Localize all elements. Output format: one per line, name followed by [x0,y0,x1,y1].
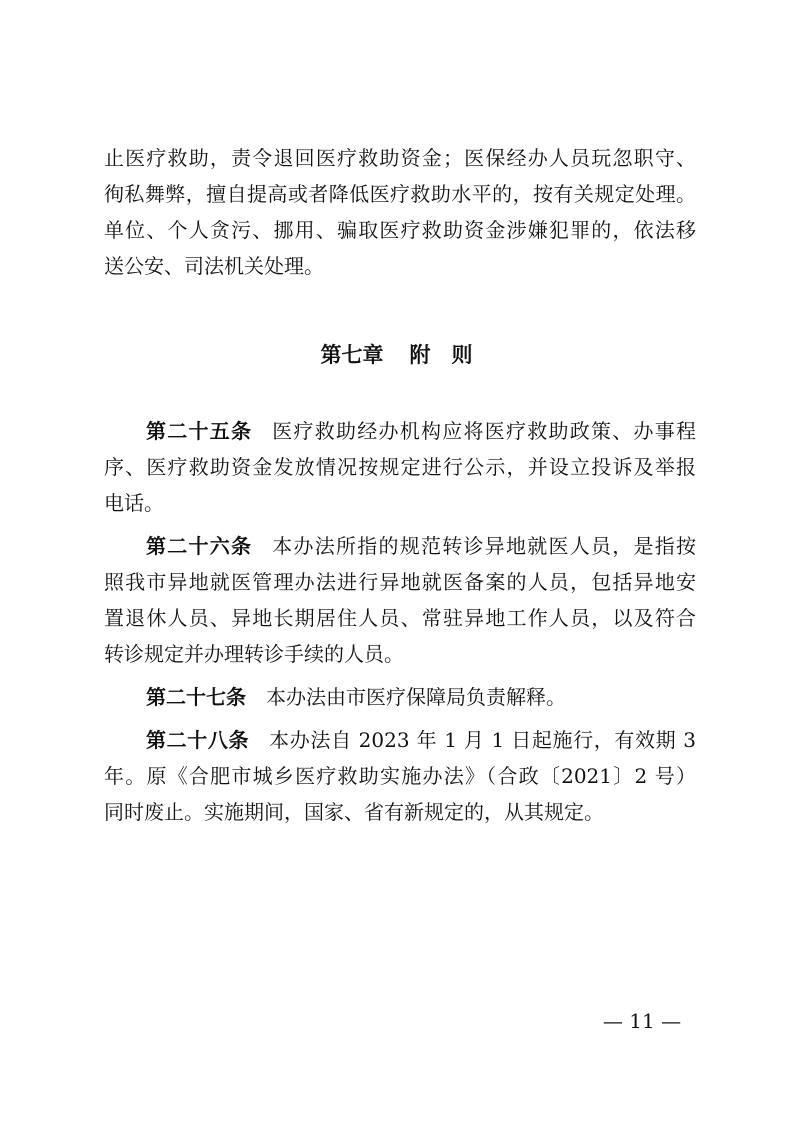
body-text-line: 徇私舞弊，擅自提高或者降低医疗救助水平的，按有关规定处理。 [104,182,696,206]
body-text-line: 置退休人员、异地长期居住人员、常驻异地工作人员，以及符合 [104,606,696,630]
body-text-line: 转诊规定并办理转诊手续的人员。 [104,642,404,666]
article-first-line [146,418,696,444]
article-first-line [146,727,696,753]
body-text-line: 单位、个人贪污、挪用、骗取医疗救助资金涉嫌犯罪的，依法移 [104,218,696,242]
article-text: 医疗救助经办机构应将医疗救助政策、办事程 [272,419,696,443]
article-first-line [146,533,696,559]
chapter-title: 附 则 [409,343,473,367]
body-text-line: 照我市异地就医管理办法进行异地就医备案的人员，包括异地安 [104,570,696,594]
article-text: 本办法自 2023 年 1 月 1 日起施行，有效期 3 [269,728,697,752]
chapter-number: 第七章 [320,343,384,367]
article-label: 第二十六条 [146,534,253,558]
article-text: 本办法所指的规范转诊异地就医人员，是指按 [272,534,696,558]
chapter-heading [0,341,793,369]
article-text: 本办法由市医疗保障局负责解释。 [266,685,566,709]
article-label: 第二十八条 [146,728,250,752]
body-text-line: 电话。 [104,491,164,515]
body-text-line: 同时废止。实施期间，国家、省有新规定的，从其规定。 [104,800,604,824]
article-label: 第二十七条 [146,685,246,709]
body-text-line: 序、医疗救助资金发放情况按规定进行公示，并设立投诉及举报 [104,455,696,479]
article-label: 第二十五条 [146,419,253,443]
body-text-line: 年。原《合肥市城乡医疗救助实施办法》（合政〔2021〕2 号） [104,764,696,788]
body-text-line: 止医疗救助，责令退回医疗救助资金；医保经办人员玩忽职守、 [104,146,696,170]
body-text-line: 送公安、司法机关处理。 [104,254,324,278]
article-first-line [146,684,696,710]
page-number: — 11 — [602,1009,682,1033]
